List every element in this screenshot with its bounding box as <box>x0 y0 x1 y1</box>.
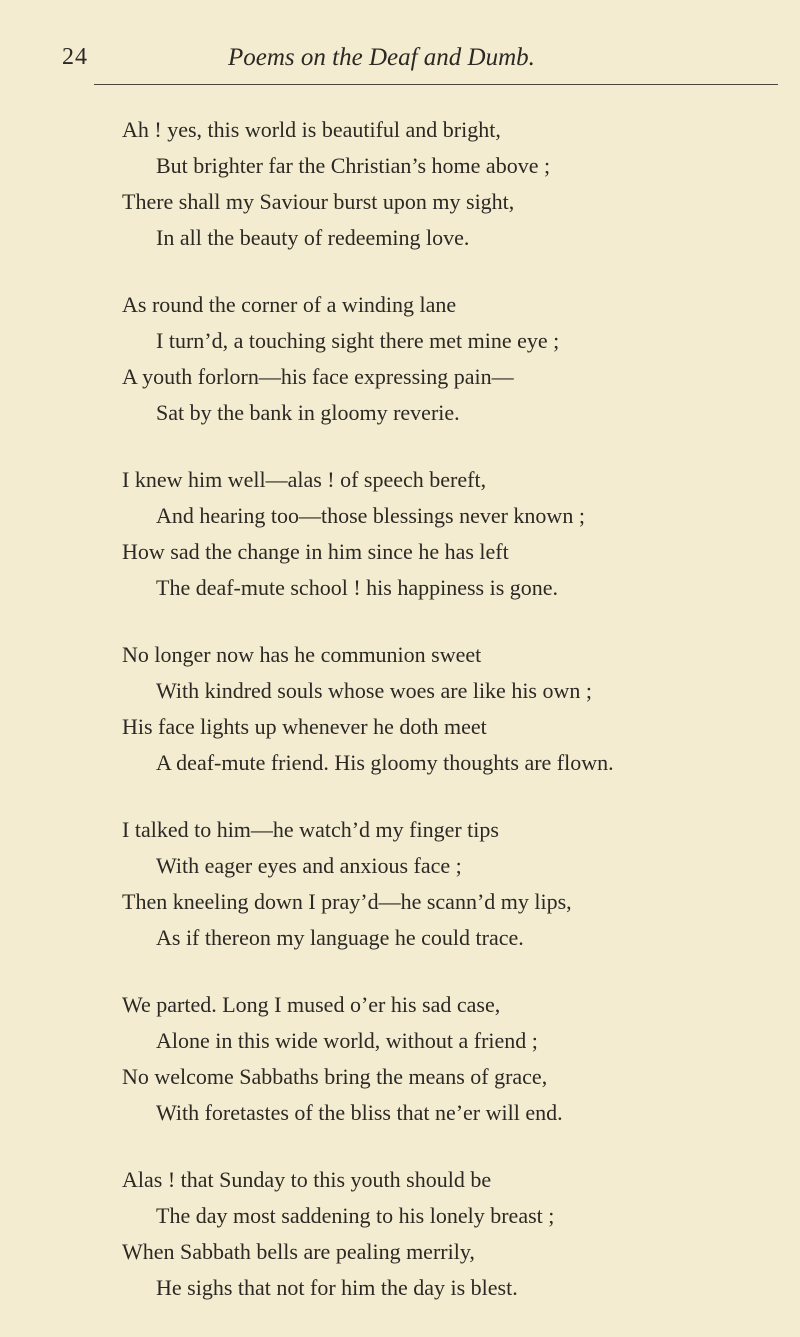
poem-line: In all the beauty of redeeming love. <box>156 225 470 250</box>
header-rule <box>94 84 778 85</box>
poem-line: There shall my Saviour burst upon my sight, <box>122 189 515 214</box>
poem-line: I knew him well—alas ! of speech bereft, <box>122 467 487 492</box>
poem-line: The deaf-mute school ! his happiness is gone. <box>156 575 559 600</box>
poem-line: Alone in this wide world, without a friend ; <box>156 1028 538 1053</box>
poem-line: Alas ! that Sunday to this youth should be <box>122 1167 492 1192</box>
poem-line: When Sabbath bells are pealing merrily, <box>122 1239 475 1264</box>
poem-line: With foretastes of the bliss that ne’er will end. <box>156 1100 563 1125</box>
poem-line: I talked to him—he watch’d my finger tips <box>122 817 499 842</box>
poem-line: And hearing too—those blessings never known ; <box>156 503 585 528</box>
poem-line: No longer now has he communion sweet <box>122 642 482 667</box>
running-title: Poems on the Deaf and Dumb. <box>228 44 535 71</box>
poem-line: As if thereon my language he could trace. <box>156 925 524 950</box>
poem-line: How sad the change in him since he has left <box>122 539 509 564</box>
poem-line: Then kneeling down I pray’d—he scann’d my lips, <box>122 889 572 914</box>
stanza <box>0 287 800 431</box>
poem-line: His face lights up whenever he doth meet <box>122 714 487 739</box>
poem-line: No welcome Sabbaths bring the means of grace, <box>122 1064 548 1089</box>
poem-line: A youth forlorn—his face expressing pain— <box>122 364 514 389</box>
poem-line: We parted. Long I mused o’er his sad case, <box>122 992 501 1017</box>
page-number: 24 <box>62 44 88 70</box>
poem-line: With kindred souls whose woes are like his own ; <box>156 678 592 703</box>
stanza <box>0 112 800 256</box>
poem-line: With eager eyes and anxious face ; <box>156 853 462 878</box>
stanza <box>0 637 800 781</box>
poem-line: A deaf-mute friend. His gloomy thoughts are flown. <box>156 750 614 775</box>
page-header <box>0 44 800 80</box>
poem-body <box>0 112 800 1337</box>
stanza <box>0 987 800 1131</box>
poem-line: He sighs that not for him the day is blest. <box>156 1275 518 1300</box>
poem-line: Sat by the bank in gloomy reverie. <box>156 400 460 425</box>
stanza <box>0 1162 800 1306</box>
poem-line: As round the corner of a winding lane <box>122 292 457 317</box>
stanza <box>0 812 800 956</box>
poem-line: But brighter far the Christian’s home above ; <box>156 153 551 178</box>
poem-line: I turn’d, a touching sight there met mine eye ; <box>156 328 560 353</box>
stanza <box>0 462 800 606</box>
poem-line: The day most saddening to his lonely breast ; <box>156 1203 555 1228</box>
poem-line: Ah ! yes, this world is beautiful and bright, <box>122 117 501 142</box>
